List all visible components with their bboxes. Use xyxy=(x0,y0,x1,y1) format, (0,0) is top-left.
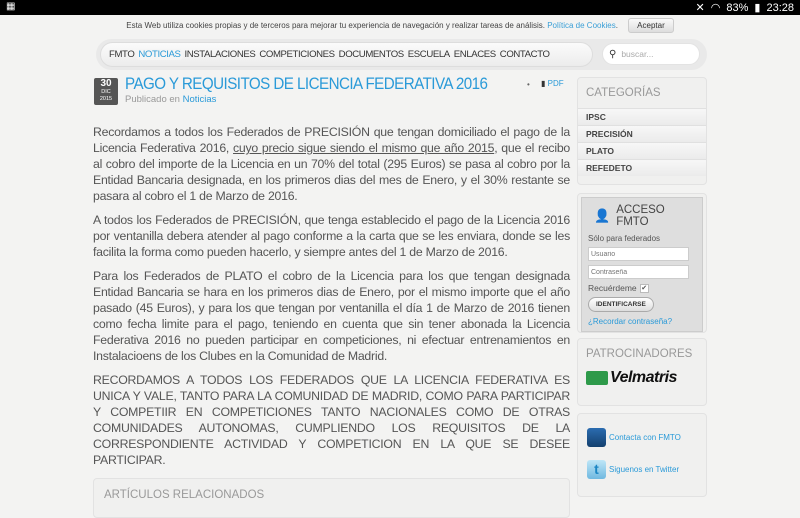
p1-text-end: , que el recibo al cobro del importe de la Licencia en un 70% del total (295 Euros) se pasa al cobro por la Entidad Bancaria designada, en los primeros dias del mes de Enero, y el 30% restante se pasara al cobro el 1 de Marzo de 2016. xyxy=(93,141,570,203)
forgot-password-link[interactable]: ¿Recordar contraseña? xyxy=(588,317,673,326)
paragraph-2: A todos los Federados de PRECISIÓN, que tenga establecido el pago de la Licencia 2016 por ventanilla debera atender al pago conforme a la carta que se les enviara, donde se les facilita la forma como pueden hacerlo, y siempre antes del 1 de Marzo de 2016. xyxy=(93,213,570,259)
search-input[interactable] xyxy=(602,43,700,65)
date-year: 2015 xyxy=(99,95,113,102)
nav-item-documentos[interactable]: DOCUMENTOS xyxy=(338,49,404,60)
battery-level: 83% xyxy=(726,1,749,14)
velmatris-wordmark: Velmatris xyxy=(610,369,677,386)
username-input[interactable] xyxy=(588,247,689,261)
twitter-link[interactable] xyxy=(587,460,706,479)
nav-item-escuela[interactable]: ESCUELA xyxy=(407,49,450,60)
nav-menu xyxy=(100,42,593,67)
velmatris-mark-icon xyxy=(586,371,608,385)
paragraph-1 xyxy=(93,124,570,204)
nav-item-competiciones[interactable]: COMPETICIONES xyxy=(259,49,335,60)
login-box xyxy=(577,193,707,333)
login-subtitle: Sólo para federados xyxy=(588,234,661,243)
cookie-banner: Esta Web utiliza cookies propias y de terceros para mejorar tu experiencia de navegación y realizar tareas de análisis. Política de Cookies. Aceptar xyxy=(0,15,800,39)
paragraph-4: RECORDAMOS A TODOS LOS FEDERADOS QUE LA LICENCIA FEDERATIVA ES UNICA Y VALE, TANTO PARA LA COMUNIDAD DE MADRID, COMO PARA PARTICIPAR Y COMPETIIR EN COMPETICIONES TANTO NACIONALES COMO DE OTRAS COMUNIDADES AUTONOMAS, CUMPLIENDO LOS REQUISITOS DE LA CORRESPONDIENTE ACTIVIDAD Y COMPETICION EN LA QUE SE DESEE PARTICIPAR. xyxy=(93,373,570,467)
status-bar xyxy=(0,0,800,15)
contact-box xyxy=(577,413,707,497)
categories-box xyxy=(577,77,707,185)
category-refedeto[interactable]: REFEDETO xyxy=(578,159,706,176)
date-month: DIC xyxy=(101,89,111,95)
article-title[interactable]: PAGO Y REQUISITOS DE LICENCIA FEDERATIVA 2016 xyxy=(125,75,488,93)
cookie-policy-link[interactable]: Política de Cookies xyxy=(547,21,616,30)
search-placeholder: buscar... xyxy=(621,49,654,59)
date-day: 30 xyxy=(100,78,112,89)
wifi-icon: ◠ xyxy=(710,2,721,14)
nav-item-contacto[interactable]: CONTACTO xyxy=(499,49,550,60)
main-nav xyxy=(96,39,707,70)
category-link[interactable]: Noticias xyxy=(182,94,217,105)
published-label: Publicado en xyxy=(125,94,180,105)
nav-item-instalaciones[interactable]: INSTALACIONES xyxy=(184,49,256,60)
related-articles: ARTÍCULOS RELACIONADOS xyxy=(93,478,570,518)
category-plato[interactable]: PLATO xyxy=(578,142,706,159)
article-body xyxy=(93,124,570,468)
main-column xyxy=(93,124,570,518)
remember-checkbox[interactable]: ✔ xyxy=(641,284,648,292)
category-ipsc[interactable]: IPSC xyxy=(578,108,706,125)
pdf-label: PDF xyxy=(547,79,564,88)
category-precision[interactable]: PRECISIÓN xyxy=(578,125,706,142)
user-icon: 👤 xyxy=(594,208,611,223)
accept-cookies-button[interactable]: Aceptar xyxy=(628,18,674,33)
clock: 23:28 xyxy=(766,1,794,14)
battery-icon: ▮ xyxy=(754,2,761,14)
document-icon: ▮ xyxy=(541,79,546,88)
p1-text: Recordamos a todos los Federados de PRECISIÓN que tengan domiciliado el pago de la Licencia Federativa 2016, xyxy=(93,125,570,155)
date-badge xyxy=(94,78,118,105)
remember-label: Recuérdeme xyxy=(588,283,637,293)
login-title: ACCESO FMTO xyxy=(616,204,665,228)
categories-title: CATEGORÍAS xyxy=(586,87,661,99)
contact-label: Contacta con FMTO xyxy=(609,433,681,442)
separator-dot: • xyxy=(527,80,530,89)
cookie-text: Esta Web utiliza cookies propias y de terceros para mejorar tu experiencia de navegación y realizar tareas de análisis. xyxy=(126,21,545,30)
pdf-button[interactable] xyxy=(541,79,564,88)
twitter-icon: t xyxy=(587,460,606,479)
password-input[interactable] xyxy=(588,265,689,279)
sponsors-box xyxy=(577,338,707,406)
contact-link[interactable] xyxy=(587,428,706,447)
mail-icon xyxy=(587,428,606,447)
mute-icon: ✕ xyxy=(695,2,705,14)
login-button[interactable]: IDENTIFICARSE xyxy=(588,297,654,312)
nav-item-noticias[interactable]: NOTICIAS xyxy=(138,49,181,60)
velmatris-logo[interactable] xyxy=(586,369,706,387)
nav-item-fmto[interactable]: FMTO xyxy=(109,49,135,60)
search-icon: ⚲ xyxy=(609,48,617,60)
notification-icon: ▦ xyxy=(6,1,16,12)
sponsors-title: PATROCINADORES xyxy=(586,348,693,360)
nav-item-enlaces[interactable]: ENLACES xyxy=(453,49,496,60)
published-in xyxy=(125,94,216,105)
twitter-label: Siguenos en Twitter xyxy=(609,465,680,474)
paragraph-3: Para los Federados de PLATO el cobro de la Licencia para los que tengan designada Entidad Bancaria se hara en los primeros dias de Enero, por el mismo importe que el año pasado (45 Euros), y para los que tengan por ventanilla el día 1 de Marzo de 2016 tienen como fecha limite para el pago, teniendo en cuenta que sin tener abonada la Licencia Federativa 2016 no pueden participar en competiciones, ni efectuar entrenamientos en Instalacioens de los Clubes en la Comunidad de Madrid. xyxy=(93,269,570,363)
p1-underlined: cuyo precio sigue siendo el mismo que año 2015 xyxy=(233,141,495,155)
